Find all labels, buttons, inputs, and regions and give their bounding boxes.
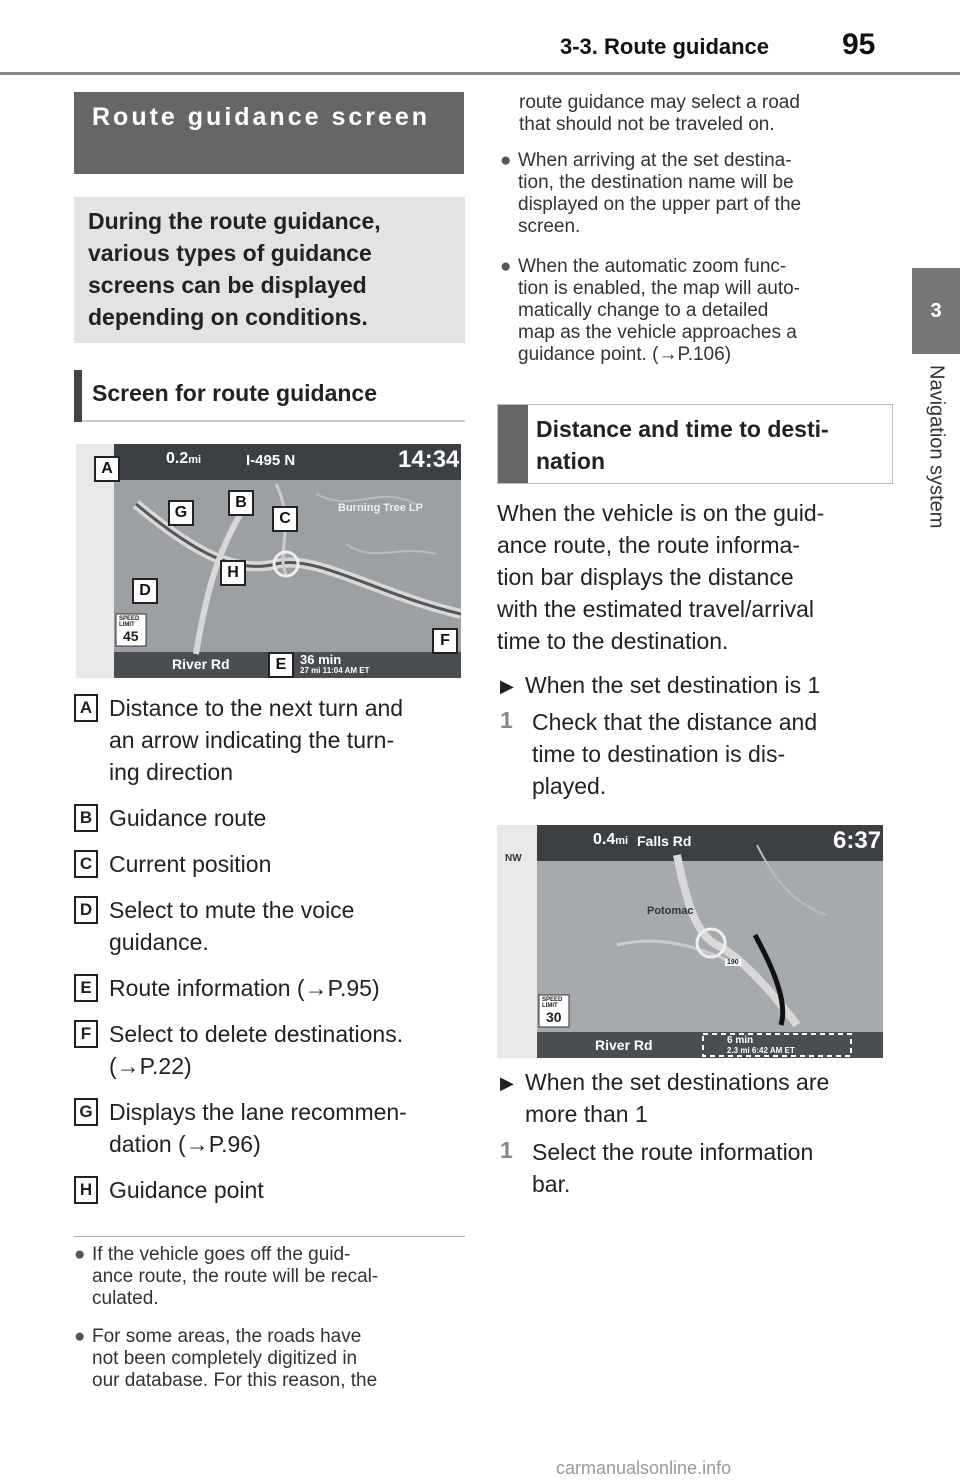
note-text: If the vehicle goes off the guid- ance route, the route will be recal- culated. xyxy=(92,1244,379,1309)
step-number: 1 xyxy=(500,1137,513,1163)
route-info-screen-image xyxy=(497,825,883,1058)
compass: NW xyxy=(505,853,522,864)
intro-text: During the route guidance, various types of guidance screens can be displayed depending on conditions. xyxy=(88,208,381,330)
callout-h: H xyxy=(220,560,246,586)
watermark: carmanualsonline.info xyxy=(556,1458,732,1478)
map-street: River Rd xyxy=(172,656,230,672)
intro-paragraph: When the vehicle is on the guid- ance route, the route informa- tion bar displays the distance with the estimated travel/arrival time to the destination. xyxy=(497,500,825,654)
chapter-tab xyxy=(912,268,960,354)
map-eta: 36 min xyxy=(300,652,342,667)
section-title xyxy=(74,92,464,174)
callout-d: D xyxy=(132,578,158,604)
step-one-text: Check that the distance and time to destination is dis- played. xyxy=(532,709,818,799)
case-marker: ▶ xyxy=(500,1073,514,1093)
speed-limit-value: 45 xyxy=(123,628,139,644)
callout-a: A xyxy=(94,456,120,482)
legend-text-f: Select to delete destinations. (→P.22) xyxy=(109,1021,404,1079)
speed-limit-label: SPEED LIMIT xyxy=(119,616,140,628)
note-text: For some areas, the roads have not been completely digitized in our database. For this reason, the xyxy=(92,1326,378,1391)
route-guidance-screen-image xyxy=(76,444,461,678)
page-number: 95 xyxy=(842,28,876,61)
callout-f: F xyxy=(432,628,458,654)
callout-b: B xyxy=(228,490,254,516)
note-text: When the automatic zoom func- tion is enabled, the map will auto- matically change to a detailed map as the vehicle approaches a guidance point. (→P.106) xyxy=(518,256,800,365)
subheading-bar xyxy=(498,405,528,483)
legend-text-g: Displays the lane recommen- dation (→P.96) xyxy=(109,1099,407,1157)
map-distance: 0.2mi xyxy=(166,450,202,467)
subheading-bar xyxy=(74,370,82,422)
subheading-text: Screen for route guidance xyxy=(92,380,378,406)
case-two-heading: When the set destinations are more than 1 xyxy=(525,1069,830,1127)
legend-letter-a: A xyxy=(74,694,98,722)
bullet-icon: ● xyxy=(74,1326,86,1347)
legend-letter-b: B xyxy=(74,804,98,832)
map-clock: 6:37 xyxy=(833,827,882,854)
map-poi: Burning Tree LP xyxy=(338,502,423,514)
section-title-text: Route guidance screen xyxy=(92,103,431,131)
header-rule xyxy=(0,72,960,75)
legend-letter-c: C xyxy=(74,850,98,878)
subheading-text: Distance and time to desti- nation xyxy=(536,416,829,474)
case-marker: ▶ xyxy=(500,676,514,696)
map-clock: 14:34 xyxy=(398,446,460,473)
map-eta: 6 min xyxy=(727,1035,754,1046)
legend-letter-g: G xyxy=(74,1098,98,1126)
map-poi: Potomac xyxy=(647,905,694,917)
bullet-icon: ● xyxy=(74,1244,86,1265)
legend-text-b: Guidance route xyxy=(109,805,267,831)
bullet-icon: ● xyxy=(500,256,512,277)
legend-text-h: Guidance point xyxy=(109,1177,264,1203)
callout-c: C xyxy=(272,506,298,532)
subheading xyxy=(74,370,465,422)
map-distance: 0.4mi xyxy=(593,831,629,848)
section-header: 3-3. Route guidance xyxy=(560,34,770,59)
legend-text-a: Distance to the next turn and an arrow indicating the turn- ing direction xyxy=(109,695,404,785)
map-road: Falls Rd xyxy=(637,833,692,849)
chapter-label xyxy=(912,365,960,605)
speed-limit-value: 30 xyxy=(546,1009,562,1025)
intro-box xyxy=(74,197,465,343)
legend-letter-h: H xyxy=(74,1176,98,1204)
legend-text-c: Current position xyxy=(109,851,272,877)
map-street: River Rd xyxy=(595,1037,653,1053)
note-continuation: route guidance may select a road that should not be traveled on. xyxy=(519,92,800,135)
chapter-label-text: Navigation system xyxy=(925,365,948,529)
map-eta-detail: 2.3 mi 6:42 AM ET xyxy=(727,1046,795,1055)
step-two-text: Select the route information bar. xyxy=(532,1139,814,1197)
route-shield: 190 xyxy=(727,959,739,966)
chapter-number: 3 xyxy=(930,299,942,322)
speed-limit-label: SPEED LIMIT xyxy=(542,997,563,1009)
step-number: 1 xyxy=(500,707,513,733)
map-road: I-495 N xyxy=(246,452,296,469)
legend-letter-e: E xyxy=(74,974,98,1002)
note-text: When arriving at the set destina- tion, the destination name will be displayed on the upper part of the screen. xyxy=(518,150,802,237)
callout-g: G xyxy=(168,500,194,526)
case-one-heading: When the set destination is 1 xyxy=(525,672,821,698)
notes-separator xyxy=(74,1236,465,1237)
bullet-icon: ● xyxy=(500,150,512,171)
subheading-distance-time xyxy=(497,404,893,484)
legend-text-e: Route information (→P.95) xyxy=(109,975,380,1001)
callout-e: E xyxy=(268,652,294,678)
map-eta-detail: 27 mi 11:04 AM ET xyxy=(300,666,370,675)
legend-text-d: Select to mute the voice guidance. xyxy=(109,897,355,955)
legend-letter-f: F xyxy=(74,1020,98,1048)
legend-letter-d: D xyxy=(74,896,98,924)
